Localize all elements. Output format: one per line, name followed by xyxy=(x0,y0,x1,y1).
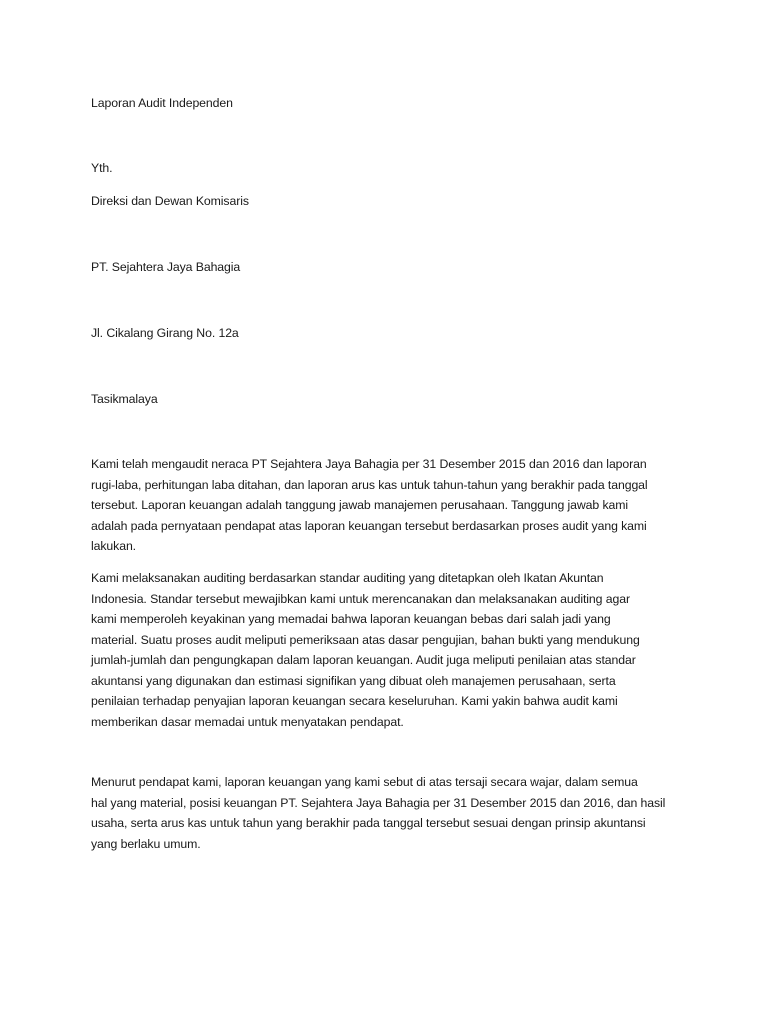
company-address: Jl. Cikalang Girang No. 12a xyxy=(91,326,239,340)
paragraph-line: yang berlaku umum. xyxy=(91,836,201,851)
city: Tasikmalaya xyxy=(91,392,158,406)
paragraph-line: Menurut pendapat kami, laporan keuangan yang kami sebut di atas tersaji secara wajar, dalam semua xyxy=(91,775,638,789)
paragraph-line: hal yang material, posisi keuangan PT. Sejahtera Jaya Bahagia per 31 Desember 2015 dan 2016, dan hasil xyxy=(91,795,666,810)
paragraph-line: penilaian terhadap penyajian laporan keuangan secara keseluruhan. Kami yakin bahwa audit kami xyxy=(91,694,618,708)
paragraph-line: jumlah-jumlah dan pengungkapan dalam laporan keuangan. Audit juga meliputi penilaian atas standar xyxy=(91,653,636,667)
paragraph-line: lakukan. xyxy=(91,539,137,553)
paragraph-line: akuntansi yang digunakan dan estimasi signifikan yang dibuat oleh manajemen perusahaan, serta xyxy=(91,673,616,688)
paragraph-line: kami memperoleh keyakinan yang memadai bahwa laporan keuangan bebas dari salah jadi yang xyxy=(91,612,611,626)
paragraph-opinion xyxy=(91,772,691,854)
paragraph-line: adalah pada pernyataan pendapat atas laporan keuangan tersebut berdasarkan proses audit yang kami xyxy=(91,518,647,533)
document-title: Laporan Audit Independen xyxy=(91,96,233,110)
paragraph-line: usaha, serta arus kas untuk tahun yang berakhir pada tanggal tersebut sesuai dengan prinsip akuntansi xyxy=(91,816,646,830)
recipient: Direksi dan Dewan Komisaris xyxy=(91,194,249,208)
paragraph-line: rugi-laba, perhitungan laba ditahan, dan laporan arus kas untuk tahun-tahun yang berakhir pada tanggal xyxy=(91,477,648,492)
company-name: PT. Sejahtera Jaya Bahagia xyxy=(91,260,241,274)
paragraph-line: Indonesia. Standar tersebut mewajibkan kami untuk merencanakan dan melaksanakan auditing agar xyxy=(91,591,630,606)
paragraph-line: tersebut. Laporan keuangan adalah tanggung jawab manajemen perusahaan. Tanggung jawab kami xyxy=(91,498,629,512)
paragraph-line: memberikan dasar memadai untuk menyatakan pendapat. xyxy=(91,714,404,729)
paragraph-line: material. Suatu proses audit meliputi pemeriksaan atas dasar pengujian, bahan bukti yang mendukung xyxy=(91,632,640,647)
paragraph-scope xyxy=(91,454,691,557)
paragraph-line: Kami melaksanakan auditing berdasarkan standar auditing yang ditetapkan oleh Ikatan Akuntan xyxy=(91,571,604,585)
paragraph-line: Kami telah mengaudit neraca PT Sejahtera Jaya Bahagia per 31 Desember 2015 dan 2016 dan laporan xyxy=(91,457,647,471)
paragraph-procedure xyxy=(91,568,691,732)
salutation: Yth. xyxy=(91,161,113,175)
